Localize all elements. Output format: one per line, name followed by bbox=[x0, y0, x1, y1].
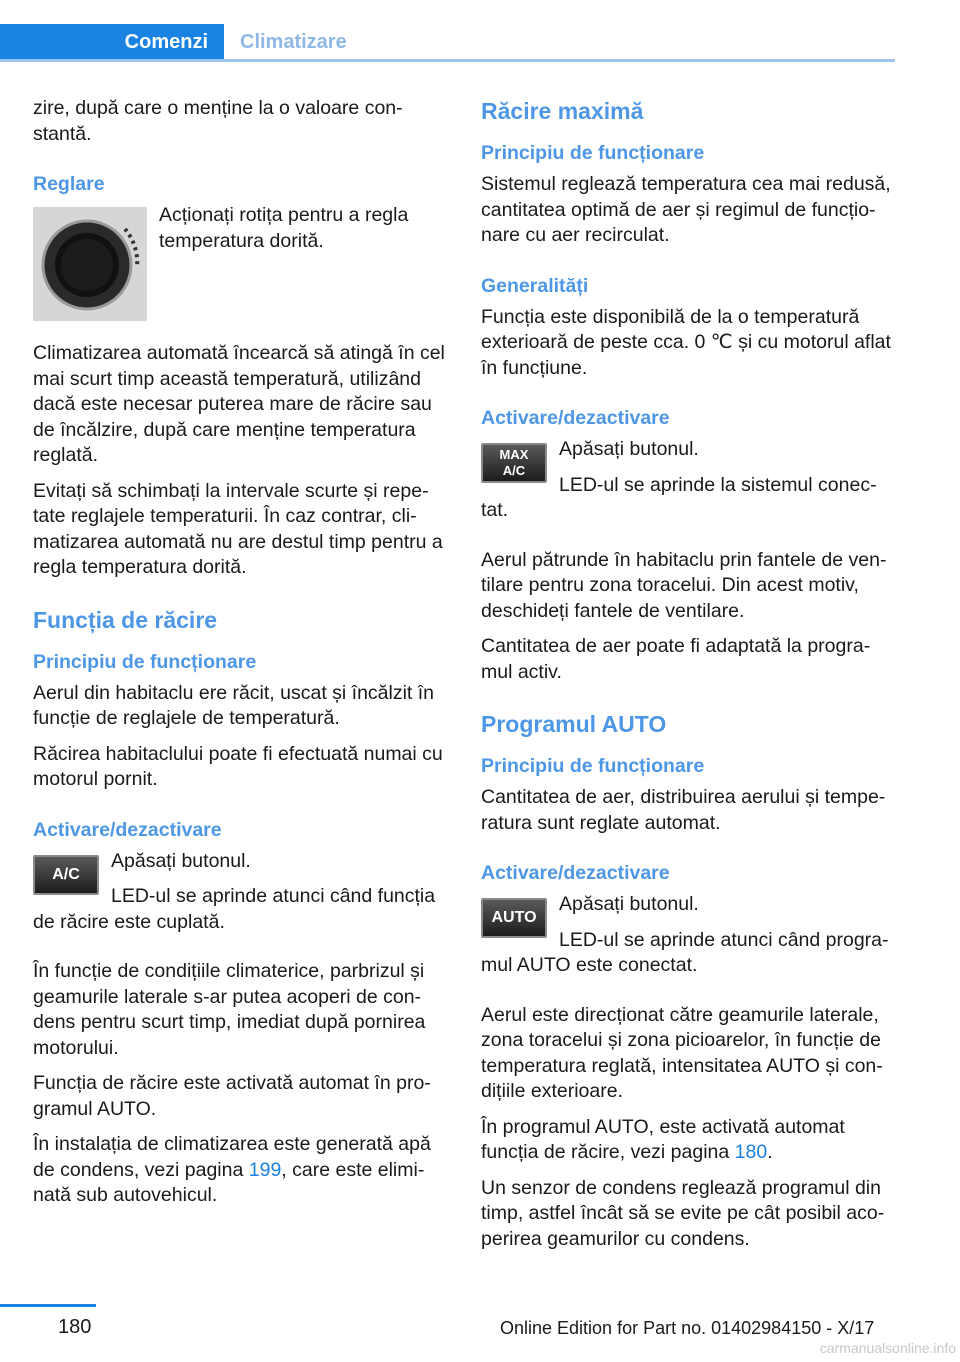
cooling-activate-heading: Activare/dezactivare bbox=[33, 818, 222, 841]
para-condens-water: În instalația de climatizarea este generată apă de condens, vezi pagina 199, care este elimi-nată sub autovehicul. bbox=[33, 1133, 431, 1206]
auto-program-title: Programul AUTO bbox=[481, 711, 667, 737]
page-link-180[interactable]: 180 bbox=[734, 1141, 768, 1163]
max-amount-text: Cantitatea de aer poate fi adaptată la progra-mul activ. bbox=[481, 635, 871, 683]
auto-activate-heading: Activare/dezactivare bbox=[481, 862, 670, 884]
ac-led-text: LED-ul se aprinde atunci când funcția de răcire este cuplată. bbox=[33, 885, 436, 933]
auto-principle-heading: Principiu de funcționare bbox=[481, 755, 705, 777]
para-auto-cooling: Funcția de răcire este activată automat în pro-gramul AUTO. bbox=[33, 1072, 431, 1120]
watermark: carmanualsonline.info bbox=[819, 1340, 956, 1356]
max-press-text: Apăsați butonul. bbox=[559, 438, 699, 460]
right-column bbox=[481, 96, 899, 1262]
max-led-text: LED-ul se aprinde la sistemul conec-tat. bbox=[481, 473, 877, 521]
auto-direction-text: Aerul este direcționat către geamurile laterale, zona toracelui și zona picioarelor, în funcție de temperatura reglată, intensitatea AUTO și con-dițiile exterioare. bbox=[481, 1003, 883, 1102]
page-number: 180 bbox=[58, 1316, 92, 1338]
cooling-title: Funcția de răcire bbox=[33, 606, 218, 633]
intro-text: zire, după care o menține la o valoare con-stantă. bbox=[33, 97, 403, 145]
reglare-text: Acționați rotița pentru a regla temperatura dorită. bbox=[159, 204, 409, 252]
para-automatic: Climatizarea automată încearcă să atingă în cel mai scurt timp această temperatură, utilizând dacă este necesar puterea mare de răcire sau de încălzire, după care menține temperatura reglată. bbox=[33, 342, 445, 466]
max-principle-heading: Principiu de funcționare bbox=[481, 142, 705, 164]
tab-climatizare[interactable]: Climatizare bbox=[240, 31, 347, 53]
auto-principle-text: Cantitatea de aer, distribuirea aerului și tempe-ratura sunt reglate automat. bbox=[481, 786, 886, 834]
reglare-heading: Reglare bbox=[33, 173, 105, 195]
general-heading: Generalități bbox=[481, 274, 589, 297]
max-airflow-text: Aerul pătrunde în habitaclu prin fantele de ven-tilare pentru zona toracelui. Din acest motiv, deschideți fantele de ventilare. bbox=[481, 548, 887, 622]
ac-press-text: Apăsați butonul. bbox=[111, 849, 251, 872]
ac-button-image: A/C bbox=[33, 855, 99, 895]
page-header bbox=[0, 0, 895, 62]
temperature-knob-image bbox=[33, 207, 147, 321]
header-rule bbox=[0, 59, 895, 62]
auto-press-text: Apăsați butonul. bbox=[559, 893, 699, 915]
auto-button-block bbox=[481, 892, 899, 989]
auto-cooling-text: În programul AUTO, este activată automat funcția de răcire, vezi pagina 180. bbox=[481, 1115, 845, 1163]
max-ac-button-image: MAX A/C bbox=[481, 443, 547, 483]
auto-led-text: LED-ul se aprinde atunci când progra-mul AUTO este conectat. bbox=[481, 928, 889, 976]
max-button-block bbox=[481, 437, 899, 534]
general-text: Funcția este disponibilă de la o temperatură exterioară de peste cca. 0 ℃ și cu motorul aflat în funcțiune. bbox=[481, 305, 891, 379]
auto-sensor-text: Un senzor de condens reglează programul din timp, astfel încât să se evite pe cât posibil aco-perirea geamurilor cu condens. bbox=[481, 1176, 885, 1250]
ac-button-block bbox=[33, 849, 451, 946]
tab-comenzi[interactable]: Comenzi bbox=[0, 24, 224, 60]
cooling-principle-p2: Răcirea habitaclului poate fi efectuată numai cu motorul pornit. bbox=[33, 742, 443, 790]
para-condens-windows: În funcție de condițiile climaterice, parbrizul și geamurile laterale s-ar putea acoperi de con-dens pentru scurt timp, imediat după pornirea motorului. bbox=[33, 960, 426, 1059]
footer-rule bbox=[0, 1304, 96, 1307]
max-cooling-title: Răcire maximă bbox=[481, 98, 644, 124]
reglare-block bbox=[33, 203, 451, 341]
left-column bbox=[33, 96, 451, 1219]
cooling-principle-p1: Aerul din habitaclu ere răcit, uscat și încălzit în funcție de reglajele de temperatură. bbox=[33, 681, 435, 729]
max-principle-text: Sistemul reglează temperatura cea mai redusă, cantitatea optimă de aer și regimul de funcțio-nare cu aer recirculat. bbox=[481, 173, 891, 246]
para-avoid: Evitați să schimbați la intervale scurte și repe-tate reglajele temperaturii. În caz contrar, cli-matizarea automată nu are destul timp pentru a regla temperatura dorită. bbox=[33, 479, 443, 578]
cooling-principle-heading: Principiu de funcționare bbox=[33, 650, 257, 673]
page-link-199[interactable]: 199 bbox=[248, 1158, 282, 1181]
auto-button-image: AUTO bbox=[481, 898, 547, 938]
edition-text: Online Edition for Part no. 01402984150 - X/17 bbox=[500, 1318, 875, 1338]
max-activate-heading: Activare/dezactivare bbox=[481, 407, 670, 429]
